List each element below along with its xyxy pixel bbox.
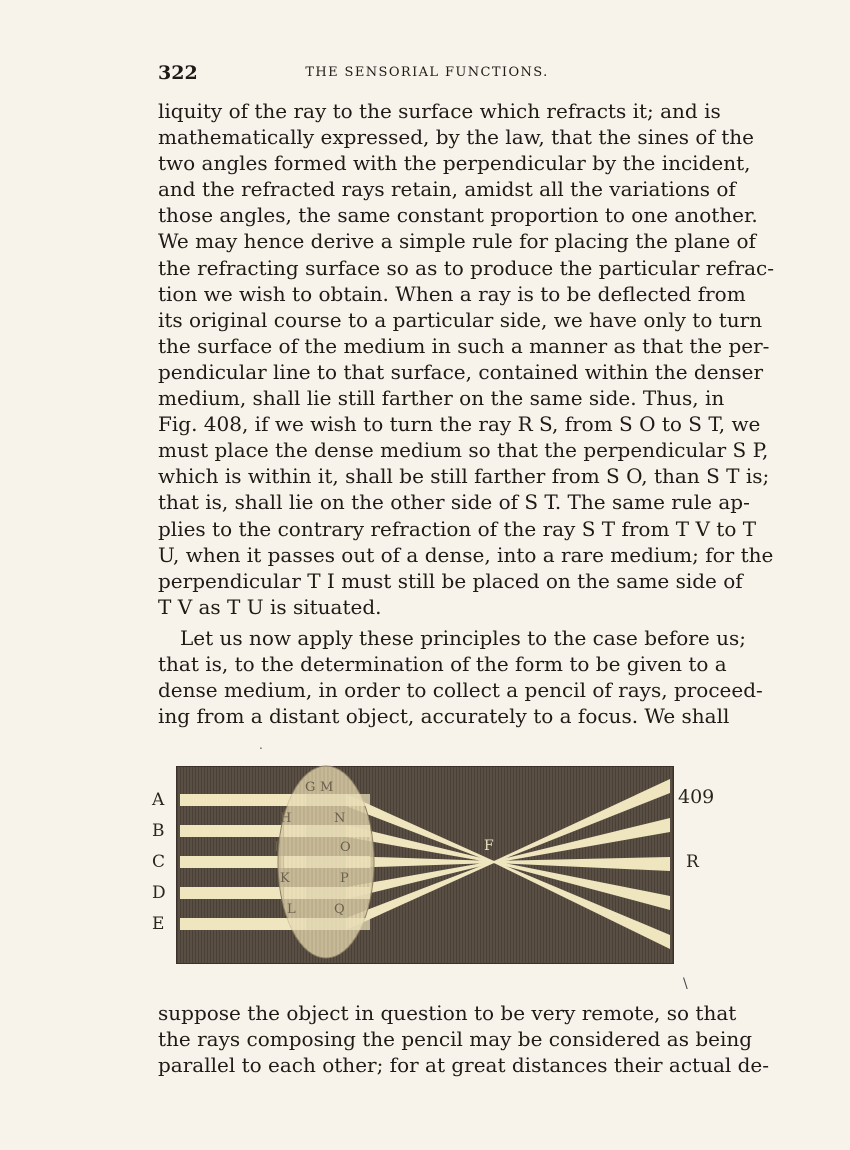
label-g: G — [305, 780, 316, 795]
figure-409 — [140, 758, 715, 988]
text-line: suppose the object in question to be very remote, so that — [158, 1001, 737, 1025]
text-line: that is, shall lie on the other side of S T. The same rule ap- — [158, 490, 750, 515]
label-focus-f: F — [484, 838, 494, 854]
ray-through-lens — [284, 856, 370, 868]
label-r: R — [686, 852, 699, 872]
text-line: medium, shall lie still farther on the same side. Thus, in — [158, 386, 725, 411]
text-line: the refracting surface so as to produce the particular refrac- — [158, 255, 775, 280]
converging-rays — [346, 779, 670, 949]
text-line: those angles, the same constant proportion to one another. — [158, 203, 758, 228]
label-l: L — [287, 902, 296, 917]
text-line: ing from a distant object, accurately to a focus. We shall — [158, 704, 730, 729]
text-line: that is, to the determination of the form to be given to a — [158, 652, 727, 677]
text-line: plies to the contrary refraction of the ray S T from T V to T — [158, 516, 757, 541]
label-q: Q — [334, 902, 345, 917]
diverging-ray — [494, 861, 670, 949]
paragraph-remote-object — [158, 1000, 770, 1078]
text-line: T V as T U is situated. — [158, 594, 382, 619]
text-line: and the refracted rays retain, amidst all the variations of — [158, 177, 736, 202]
figure-number: 409 — [678, 786, 715, 808]
text-line: the rays composing the pencil may be considered as being — [158, 1027, 753, 1052]
label-a: A — [152, 790, 165, 810]
text-line: the surface of the medium in such a manner as that the per- — [158, 333, 770, 358]
text-line: Fig. 408, if we wish to turn the ray R S, from S O to S T, we — [158, 412, 761, 437]
label-e: E — [152, 914, 165, 934]
text-line: pendicular line to that surface, contained within the denser — [158, 359, 764, 384]
text-line: must place the dense medium so that the perpendicular S P, — [158, 438, 769, 463]
paragraph-apply-principles — [158, 625, 763, 729]
text-line: dense medium, in order to collect a pencil of rays, proceed- — [158, 678, 763, 703]
stray-dot: . — [259, 738, 263, 752]
ray-through-lens — [284, 887, 370, 899]
label-o: O — [340, 840, 351, 855]
diverging-ray — [494, 779, 670, 863]
text-line: U, when it passes out of a dense, into a rare medium; for the — [158, 542, 774, 567]
ray-through-lens — [284, 794, 370, 806]
text-line: perpendicular T I must still be placed on the same side of — [158, 568, 743, 593]
ray-through-lens — [284, 918, 370, 930]
paragraph-refraction-rule — [158, 98, 775, 620]
text-line: parallel to each other; for at great distances their actual de- — [158, 1053, 770, 1078]
text-line: tion we wish to obtain. When a ray is to be deflected from — [158, 281, 746, 306]
label-k: K — [280, 871, 290, 886]
text-line: liquity of the ray to the surface which refracts it; and is — [158, 99, 721, 123]
ray-through-lens — [284, 825, 370, 837]
label-p: P — [340, 871, 349, 886]
lens-diagram — [176, 766, 672, 962]
label-i: I — [274, 840, 280, 855]
label-b: B — [152, 821, 165, 841]
text-line: Let us now apply these principles to the case before us; — [180, 626, 746, 650]
label-m: M — [320, 780, 334, 795]
page-number: 322 — [158, 62, 198, 84]
text-line: two angles formed with the perpendicular by the incident, — [158, 151, 751, 176]
label-c: C — [152, 852, 166, 872]
text-line: its original course to a particular side, we have only to turn — [158, 307, 763, 332]
label-n: N — [334, 811, 346, 826]
text-line: mathematically expressed, by the law, that the sines of the — [158, 125, 754, 150]
page-header — [158, 62, 696, 86]
stray-tick-mark: \ — [683, 976, 688, 992]
label-d: D — [152, 883, 166, 903]
text-line: We may hence derive a simple rule for placing the plane of — [158, 229, 756, 254]
text-line: which is within it, shall be still farther from S O, than S T is; — [158, 464, 770, 489]
label-h: H — [280, 811, 292, 826]
running-title: THE SENSORIAL FUNCTIONS. — [305, 65, 549, 80]
